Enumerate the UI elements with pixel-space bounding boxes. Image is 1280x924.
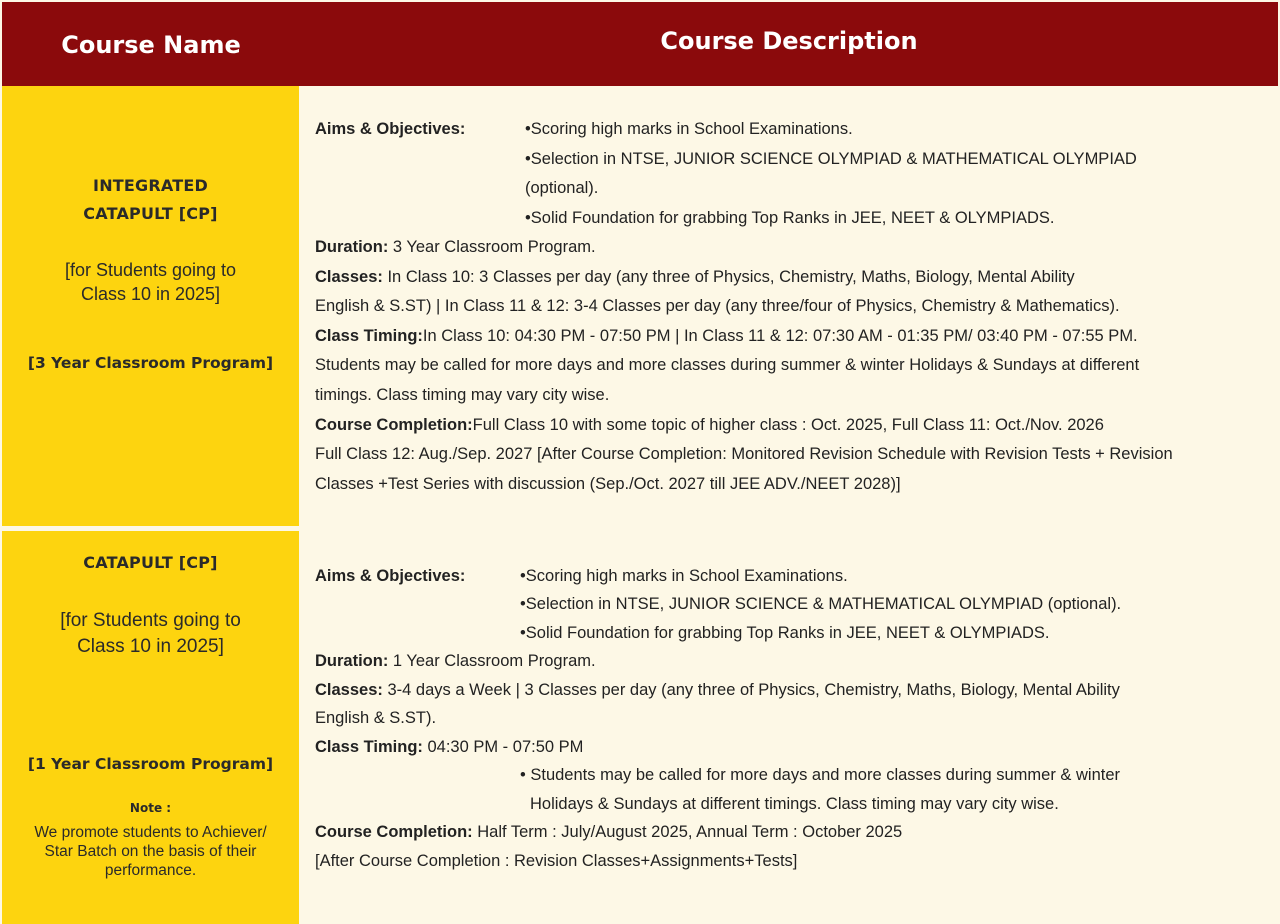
course-title-line1: INTEGRATED — [93, 176, 208, 195]
completion-line-3: Classes +Test Series with discussion (Sep./Oct. 2027 till JEE ADV./NEET 2028)] — [315, 475, 901, 493]
timing-line-3: timings. Class timing may vary city wise. — [315, 386, 610, 404]
audience-line1: [for Students going to — [60, 610, 241, 631]
aim-item: •Solid Foundation for grabbing Top Ranks in JEE, NEET & OLYMPIADS. — [520, 624, 1050, 642]
note-line1: We promote students to Achiever/ — [34, 824, 267, 841]
timing-note-line1: • Students may be called for more days and more classes during summer & winter — [520, 766, 1121, 784]
header-course-description: Course Description — [660, 27, 918, 55]
course-name-cell-catapult — [2, 531, 299, 924]
completion-line-2: [After Course Completion : Revision Classes+Assignments+Tests] — [315, 852, 798, 870]
table-header — [2, 2, 1278, 86]
aim-item: •Selection in NTSE, JUNIOR SCIENCE & MATHEMATICAL OLYMPIAD (optional). — [520, 595, 1122, 613]
aim-item: •Selection in NTSE, JUNIOR SCIENCE OLYMPIAD & MATHEMATICAL OLYMPIAD — [525, 150, 1137, 168]
course-description-cell-catapult — [299, 531, 1278, 924]
note-label: Note : — [129, 801, 172, 815]
aim-item: (optional). — [525, 179, 599, 197]
header-course-name: Course Name — [61, 31, 241, 59]
classes-line: Classes: 3-4 days a Week | 3 Classes per day (any three of Physics, Chemistry, Maths, Biology, Mental Ability — [315, 681, 1120, 699]
aims-label: Aims & Objectives: — [315, 120, 466, 138]
classes-line-2: English & S.ST) | In Class 11 & 12: 3-4 Classes per day (any three/four of Physics, Chemistry & Mathematics). — [315, 297, 1120, 315]
course-title-line2: CATAPULT [CP] — [83, 204, 218, 223]
note-line2: Star Batch on the basis of their — [44, 843, 257, 860]
completion-line: Course Completion: Half Term : July/August 2025, Annual Term : October 2025 — [315, 823, 903, 841]
timing-line: Class Timing:In Class 10: 04:30 PM - 07:50 PM | In Class 11 & 12: 07:30 AM - 01:35 PM/ 03:40 PM - 07:55 PM. — [315, 327, 1138, 345]
classes-line: Classes: In Class 10: 3 Classes per day (any three of Physics, Chemistry, Maths, Biology, Mental Ability — [315, 268, 1075, 286]
audience-line2: Class 10 in 2025] — [80, 284, 221, 304]
course-title: CATAPULT [CP] — [83, 553, 218, 572]
completion-line-2: Full Class 12: Aug./Sep. 2027 [After Course Completion: Monitored Revision Schedule with Revision Tests + Revision — [315, 445, 1173, 463]
aims-label: Aims & Objectives: — [315, 567, 466, 585]
audience-line1: [for Students going to — [64, 260, 237, 280]
audience-line2: Class 10 in 2025] — [77, 636, 224, 657]
program-label: [3 Year Classroom Program] — [27, 354, 274, 372]
aim-item: •Scoring high marks in School Examinations. — [520, 567, 848, 585]
timing-note-line2: Holidays & Sundays at different timings. Class timing may vary city wise. — [530, 795, 1059, 813]
course-description-cell-integrated — [299, 86, 1278, 526]
course-name-cell-integrated — [2, 86, 299, 526]
classes-line-2: English & S.ST). — [315, 709, 437, 727]
aim-item: •Scoring high marks in School Examinations. — [525, 120, 853, 138]
duration-line: Duration: 3 Year Classroom Program. — [315, 238, 596, 256]
note-line3: performance. — [104, 862, 197, 879]
timing-line-2: Students may be called for more days and more classes during summer & winter Holidays & Sundays at different — [315, 356, 1140, 374]
program-label: [1 Year Classroom Program] — [27, 755, 274, 773]
duration-line: Duration: 1 Year Classroom Program. — [315, 652, 596, 670]
timing-line: Class Timing: 04:30 PM - 07:50 PM — [315, 738, 584, 756]
completion-line: Course Completion:Full Class 10 with some topic of higher class : Oct. 2025, Full Class 11: Oct./Nov. 2026 — [315, 416, 1104, 434]
aim-item: •Solid Foundation for grabbing Top Ranks in JEE, NEET & OLYMPIADS. — [525, 209, 1055, 227]
